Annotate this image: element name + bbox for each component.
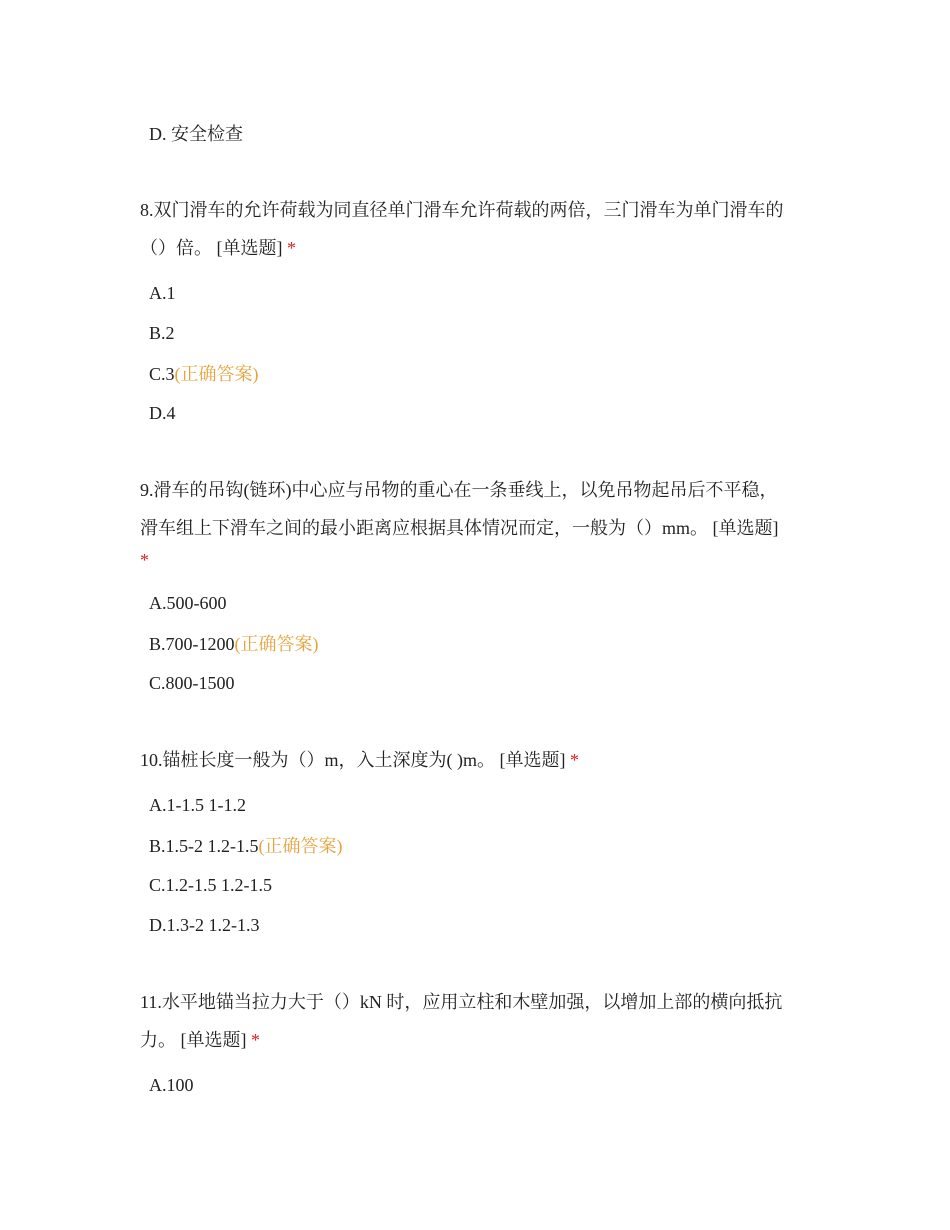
question-8-line-2 bbox=[140, 236, 296, 260]
required-mark: * bbox=[140, 550, 149, 570]
required-mark: * bbox=[569, 750, 579, 770]
option-9-b bbox=[149, 632, 319, 656]
option-8-c bbox=[149, 362, 259, 386]
question-text: 力。 [单选题] bbox=[140, 1030, 247, 1050]
question-9-line-3 bbox=[140, 548, 149, 572]
option-text: B.700-1200 bbox=[149, 634, 235, 654]
question-text: （）倍。 [单选题] bbox=[140, 238, 283, 258]
option-text: D.1.3-2 1.2-1.3 bbox=[149, 915, 260, 935]
question-text: 11.水平地锚当拉力大于（）kN 时，应用立柱和木壁加强，以增加上部的横向抵抗 bbox=[140, 992, 783, 1012]
option-text: C.3 bbox=[149, 364, 175, 384]
question-9-line-2 bbox=[140, 516, 779, 540]
required-mark: * bbox=[287, 238, 296, 258]
option-text: A.100 bbox=[149, 1075, 194, 1095]
option-10-b bbox=[149, 834, 343, 858]
option-text: B.2 bbox=[149, 323, 175, 343]
option-text: A.1 bbox=[149, 283, 176, 303]
option-10-d bbox=[149, 913, 260, 937]
option-text: B.1.5-2 1.2-1.5 bbox=[149, 836, 259, 856]
option-9-a bbox=[149, 591, 227, 615]
question-9-line-1 bbox=[140, 478, 778, 502]
question-text: 10.锚桩长度一般为（）m，入土深度为( )m。 [单选题] bbox=[140, 750, 566, 770]
correct-answer-mark: (正确答案) bbox=[174, 364, 259, 384]
question-11-line-2 bbox=[140, 1028, 260, 1052]
option-text: A.500-600 bbox=[149, 593, 227, 613]
option-text: D. 安全检查 bbox=[149, 124, 243, 144]
question-10-line-1 bbox=[140, 748, 579, 772]
option-8-b bbox=[149, 321, 175, 345]
question-text: 滑车组上下滑车之间的最小距离应根据具体情况而定，一般为（）mm。 [单选题] bbox=[140, 518, 779, 538]
required-mark: * bbox=[251, 1030, 260, 1050]
correct-answer-mark: (正确答案) bbox=[258, 836, 343, 856]
option-11-a bbox=[149, 1073, 194, 1097]
option-8-d bbox=[149, 401, 176, 425]
question-8-line-1 bbox=[140, 198, 784, 222]
option-8-a bbox=[149, 281, 176, 305]
option-10-c bbox=[149, 873, 272, 897]
option-9-c bbox=[149, 671, 235, 695]
option-text: A.1-1.5 1-1.2 bbox=[149, 795, 246, 815]
question-11-line-1 bbox=[140, 990, 782, 1014]
correct-answer-mark: (正确答案) bbox=[234, 634, 319, 654]
option-prev-d bbox=[149, 122, 243, 146]
option-text: D.4 bbox=[149, 403, 176, 423]
option-10-a bbox=[149, 793, 246, 817]
option-text: C.800-1500 bbox=[149, 673, 235, 693]
question-text: 9.滑车的吊钩(链环)中心应与吊物的重心在一条垂线上，以免吊物起吊后不平稳， bbox=[140, 480, 778, 500]
option-text: C.1.2-1.5 1.2-1.5 bbox=[149, 875, 272, 895]
question-text: 8.双门滑车的允许荷载为同直径单门滑车允许荷载的两倍，三门滑车为单门滑车的 bbox=[140, 200, 784, 220]
